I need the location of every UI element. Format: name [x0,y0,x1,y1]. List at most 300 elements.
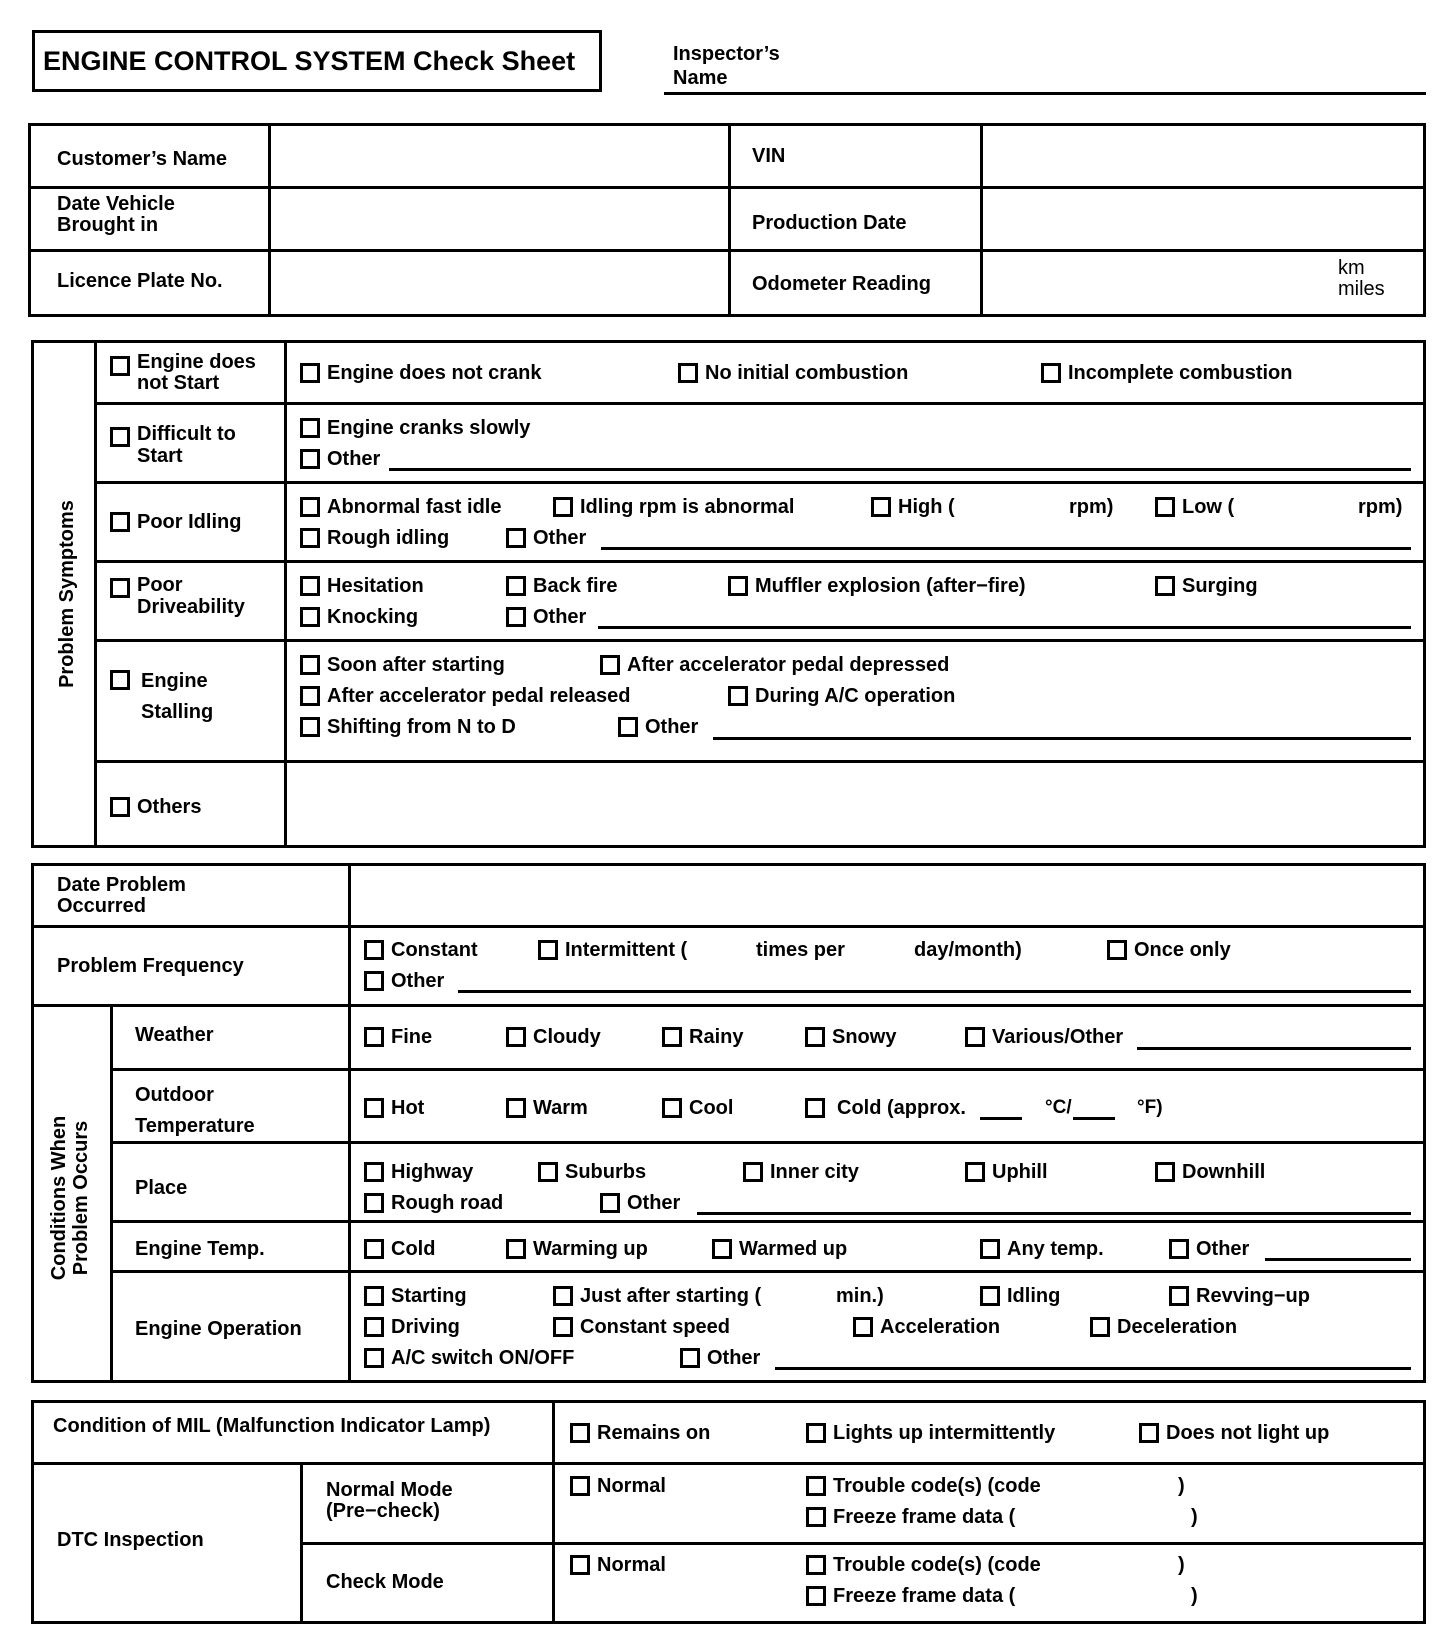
checkbox-normal-mode-trouble-codes[interactable] [806,1474,1041,1498]
production-date-field[interactable] [984,190,1422,248]
checkbox-icon[interactable] [506,576,526,596]
option-label: Constant [391,939,478,961]
checkbox-once-only[interactable] [1107,938,1231,962]
option-label: Lights up intermittently [833,1422,1056,1444]
date-problem-occurred-field[interactable] [352,867,1422,924]
checkbox-normal-mode-freeze-frame[interactable] [806,1505,1015,1529]
checkbox-intermittent[interactable] [538,938,687,962]
temperature-fahrenheit-field[interactable] [1073,1117,1115,1120]
checkbox-high-rpm[interactable] [871,495,955,519]
label-line: Occurred [57,895,146,917]
engine-temp-other-field[interactable] [1265,1258,1411,1261]
low-rpm-suffix: rpm) [1358,496,1403,518]
checkbox-icon[interactable] [1139,1423,1159,1443]
checkbox-icon[interactable] [300,717,320,737]
checkbox-icon[interactable] [300,528,320,548]
checkbox-icon[interactable] [806,1423,826,1443]
option-label: Cloudy [533,1026,601,1048]
checkbox-icon[interactable] [965,1027,985,1047]
option-label: Any temp. [1007,1238,1104,1260]
inspector-name-field[interactable] [800,40,1426,90]
option-label: Other [533,527,587,549]
checkbox-engine-cold[interactable] [364,1237,435,1261]
checkbox-difficult-to-start[interactable] [110,423,236,467]
label-line: Problem Occurs [70,1120,92,1276]
checkbox-icon[interactable] [806,1586,826,1606]
checkbox-frequency-other[interactable] [364,969,444,993]
option-label: Deceleration [1117,1316,1238,1338]
label-line: Poor [137,574,183,596]
divider [284,340,287,848]
checkbox-icon[interactable] [364,1162,384,1182]
checkbox-warming-up[interactable] [506,1237,648,1261]
checkbox-icon[interactable] [805,1098,825,1118]
checkbox-icon[interactable] [600,655,620,675]
checkbox-just-after-starting[interactable] [553,1284,761,1308]
divider [552,1400,555,1624]
checkbox-icon[interactable] [364,971,384,991]
option-label: Once only [1134,939,1231,961]
divider [268,123,271,317]
checkbox-check-mode-normal[interactable] [570,1553,666,1577]
option-label: Low ( [1182,496,1235,518]
checkbox-engine-does-not-crank[interactable] [300,361,541,385]
label-line: Normal Mode [326,1479,453,1501]
option-label: Various/Other [992,1026,1124,1048]
label-line: Engine does [137,351,256,373]
checkbox-cold-approx[interactable] [805,1096,966,1120]
checkbox-highway[interactable] [364,1160,473,1184]
option-label: Suburbs [565,1161,647,1183]
checkbox-various-other[interactable] [965,1025,1123,1049]
checkbox-mil-does-not-light-up[interactable] [1139,1421,1329,1445]
weather-label: Weather [135,1024,214,1046]
inspector-name-underline [664,92,1426,95]
option-label: After accelerator pedal released [327,685,631,707]
checkbox-icon[interactable] [506,1027,526,1047]
divider [300,1542,1426,1545]
checkbox-icon[interactable] [364,940,384,960]
checkbox-no-initial-combustion[interactable] [678,361,908,385]
option-label: Poor Idling [137,511,242,533]
checkbox-downhill[interactable] [1155,1160,1265,1184]
checkbox-after-pedal-depressed[interactable] [600,653,949,677]
option-label: High ( [898,496,955,518]
checkbox-icon[interactable] [110,797,130,817]
checkbox-icon[interactable] [538,940,558,960]
checkbox-starting[interactable] [364,1284,467,1308]
vin-label: VIN [752,145,786,167]
checkbox-icon[interactable] [110,670,130,690]
checkbox-icon[interactable] [364,1286,384,1306]
option-label: Warmed up [739,1238,848,1260]
checkbox-low-rpm[interactable] [1155,495,1234,519]
divider [980,123,983,317]
checkbox-icon[interactable] [1155,1162,1175,1182]
option-label: Shifting from N to D [327,716,516,738]
option-label: Other [707,1347,761,1369]
option-label: Rainy [689,1026,744,1048]
vin-field[interactable] [984,127,1422,185]
checkbox-icon[interactable] [506,607,526,627]
checkbox-operation-other[interactable] [680,1346,760,1370]
option-label: Incomplete combustion [1068,362,1293,384]
close-paren: ) [1178,1554,1185,1576]
checkbox-warmed-up[interactable] [712,1237,847,1261]
checkbox-icon[interactable] [364,1193,384,1213]
checkbox-mil-remains-on[interactable] [570,1421,710,1445]
checkbox-icon[interactable] [1169,1286,1189,1306]
option-label: Soon after starting [327,654,505,676]
checkbox-icon[interactable] [506,528,526,548]
operation-other-field[interactable] [775,1367,1411,1370]
checkbox-during-ac-operation[interactable] [728,684,955,708]
unit-km: km [1338,257,1365,279]
label-line: Temperature [135,1115,255,1137]
divider [94,340,97,848]
inspector-name-label [673,42,780,90]
option-label: A/C switch ON/OFF [391,1347,575,1369]
checkbox-icon[interactable] [506,1098,526,1118]
min-suffix: min.) [836,1285,884,1307]
checkbox-engine-does-not-start[interactable] [110,352,256,394]
checkbox-poor-driveability[interactable] [110,574,245,618]
licence-plate-field[interactable] [272,253,727,313]
option-label: Other [1196,1238,1250,1260]
checkbox-incomplete-combustion[interactable] [1041,361,1292,385]
checkbox-place-other[interactable] [600,1191,680,1215]
option-label: During A/C operation [755,685,956,707]
label-line: Date Problem [57,874,186,896]
option-label: Normal [597,1475,666,1497]
option-label: Idling rpm is abnormal [580,496,795,518]
checkbox-constant-speed[interactable] [553,1315,730,1339]
checkbox-ac-switch[interactable] [364,1346,574,1370]
mil-condition-label: Condition of MIL (Malfunction Indicator Lamp) [53,1415,491,1437]
option-label: Remains on [597,1422,711,1444]
checkbox-acceleration[interactable] [853,1315,1000,1339]
day-month-label: day/month) [914,939,1022,961]
checkbox-icon[interactable] [553,1317,573,1337]
checkbox-others[interactable] [110,795,201,819]
divider [94,639,1426,642]
divider [31,1004,1426,1007]
checkbox-icon[interactable] [364,1098,384,1118]
option-label: Freeze frame data ( [833,1506,1016,1528]
checkbox-engine-cranks-slowly[interactable] [300,416,530,440]
option-label: Normal [597,1554,666,1576]
odometer-reading-label: Odometer Reading [752,273,931,295]
checkbox-icon[interactable] [110,512,130,532]
checkbox-engine-stalling[interactable] [110,666,213,728]
option-label: Trouble code(s) (code [833,1554,1041,1576]
option-label: Driving [391,1316,460,1338]
checkbox-mil-lights-up-intermittently[interactable] [806,1421,1055,1445]
checkbox-icon[interactable] [570,1555,590,1575]
place-other-field[interactable] [697,1212,1411,1215]
checkbox-icon[interactable] [728,686,748,706]
times-per-label: times per [756,939,845,961]
option-label: Starting [391,1285,467,1307]
poor-idling-other-field[interactable] [601,547,1411,550]
divider [28,249,1426,252]
close-paren: ) [1191,1506,1198,1528]
checkbox-icon[interactable] [662,1027,682,1047]
option-label: Highway [391,1161,474,1183]
checkbox-revving-up[interactable] [1169,1284,1310,1308]
checkbox-rainy[interactable] [662,1025,743,1049]
checkbox-normal-mode-normal[interactable] [570,1474,666,1498]
checkbox-icon[interactable] [300,497,320,517]
option-label: Cool [689,1097,734,1119]
checkbox-uphill[interactable] [965,1160,1048,1184]
checkbox-icon[interactable] [805,1027,825,1047]
label-line: (Pre−check) [326,1500,440,1522]
checkbox-surging[interactable] [1155,574,1258,598]
customer-name-label: Customer’s Name [57,148,228,170]
checkbox-rough-road[interactable] [364,1191,503,1215]
option-label: Other [327,448,381,470]
option-label: Snowy [832,1026,897,1048]
divider [348,863,351,1383]
option-label [137,574,245,618]
divider [31,925,1426,928]
close-paren: ) [1178,1475,1185,1497]
option-label [137,352,256,394]
divider [31,1462,1426,1465]
inspector-label-line-2: Name [673,67,728,89]
label-line: Outdoor [135,1084,214,1106]
checkbox-poor-idling[interactable] [110,510,241,534]
checkbox-inner-city[interactable] [743,1160,859,1184]
checkbox-icon[interactable] [600,1193,620,1213]
place-label: Place [135,1177,188,1199]
option-label: Just after starting ( [580,1285,762,1307]
label-line: Engine [141,670,208,692]
option-label: Abnormal fast idle [327,496,502,518]
date-problem-occurred-label [57,875,186,917]
checkbox-icon[interactable] [300,607,320,627]
divider [94,402,1426,405]
divider [94,760,1426,763]
checkbox-icon[interactable] [678,363,698,383]
checkbox-icon[interactable] [806,1476,826,1496]
checkbox-icon[interactable] [743,1162,763,1182]
checkbox-icon[interactable] [300,576,320,596]
problem-symptoms-section-label: Problem Symptoms [56,500,78,688]
checkbox-icon[interactable] [570,1423,590,1443]
temperature-celsius-field[interactable] [980,1117,1022,1120]
option-label [141,666,213,728]
checkbox-rough-idling[interactable] [300,526,449,550]
option-label: Trouble code(s) (code [833,1475,1041,1497]
checkbox-icon[interactable] [570,1476,590,1496]
checkbox-icon[interactable] [662,1098,682,1118]
checkbox-icon[interactable] [553,1286,573,1306]
option-label: Muffler explosion (after−fire) [755,575,1026,597]
checkbox-icon[interactable] [1090,1317,1110,1337]
option-label: Fine [391,1026,433,1048]
checkbox-icon[interactable] [300,655,320,675]
checkbox-suburbs[interactable] [538,1160,646,1184]
checkbox-icon[interactable] [300,449,320,469]
checkbox-driveability-other[interactable] [506,605,586,629]
checkbox-back-fire[interactable] [506,574,618,598]
customer-name-field[interactable] [272,127,727,185]
checkbox-difficult-start-other[interactable] [300,447,380,471]
outdoor-temperature-label [135,1080,255,1142]
checkbox-icon[interactable] [1155,497,1175,517]
checkbox-icon[interactable] [806,1507,826,1527]
frequency-other-field[interactable] [458,990,1411,993]
checkbox-icon[interactable] [965,1162,985,1182]
driveability-other-field[interactable] [598,626,1411,629]
option-label: Other [627,1192,681,1214]
checkbox-icon[interactable] [110,578,130,598]
label-line: Conditions When [48,1115,70,1281]
divider [28,186,1426,189]
option-label: Others [137,796,202,818]
checkbox-deceleration[interactable] [1090,1315,1237,1339]
checkbox-abnormal-fast-idle[interactable] [300,495,501,519]
checkbox-muffler-explosion[interactable] [728,574,1026,598]
date-vehicle-brought-in-field[interactable] [272,190,727,248]
checkbox-icon[interactable] [871,497,891,517]
checkbox-icon[interactable] [538,1162,558,1182]
close-paren: ) [1191,1585,1198,1607]
high-rpm-suffix: rpm) [1069,496,1114,518]
option-label: Hesitation [327,575,424,597]
checkbox-icon[interactable] [1155,576,1175,596]
option-label: After accelerator pedal depressed [627,654,950,676]
checkbox-stalling-other[interactable] [618,715,698,739]
checkbox-icon[interactable] [364,1348,384,1368]
option-label: Warming up [533,1238,648,1260]
divider [94,560,1426,563]
checkbox-icon[interactable] [110,356,130,376]
option-label: Freeze frame data ( [833,1585,1016,1607]
checkbox-warm[interactable] [506,1096,588,1120]
checkbox-hesitation[interactable] [300,574,424,598]
checkbox-check-mode-freeze-frame[interactable] [806,1584,1015,1608]
weather-other-field[interactable] [1137,1047,1411,1050]
checkbox-icon[interactable] [110,427,130,447]
normal-mode-label [326,1480,453,1522]
check-mode-label: Check Mode [326,1571,444,1593]
checkbox-shifting-n-to-d[interactable] [300,715,516,739]
checkbox-icon[interactable] [300,418,320,438]
checkbox-any-temp[interactable] [980,1237,1104,1261]
option-label: Does not light up [1166,1422,1330,1444]
checkbox-idling-rpm-abnormal[interactable] [553,495,794,519]
option-label: Idling [1007,1285,1061,1307]
others-description-field[interactable] [288,764,1422,844]
checkbox-cloudy[interactable] [506,1025,601,1049]
divider [110,1068,1426,1071]
checkbox-icon[interactable] [728,576,748,596]
checkbox-soon-after-starting[interactable] [300,653,505,677]
option-label: Revving−up [1196,1285,1310,1307]
checkbox-cool[interactable] [662,1096,733,1120]
checkbox-check-mode-trouble-codes[interactable] [806,1553,1041,1577]
checkbox-idling[interactable] [980,1284,1060,1308]
checkbox-poor-idling-other[interactable] [506,526,586,550]
option-label: Acceleration [880,1316,1001,1338]
checkbox-snowy[interactable] [805,1025,896,1049]
checkbox-icon[interactable] [680,1348,700,1368]
celsius-unit: °C/ [1045,1097,1072,1118]
checkbox-knocking[interactable] [300,605,418,629]
checkbox-icon[interactable] [364,1239,384,1259]
fahrenheit-unit: °F) [1137,1097,1163,1118]
checkbox-icon[interactable] [300,363,320,383]
option-label: Other [391,970,445,992]
checkbox-icon[interactable] [364,1027,384,1047]
option-label: Uphill [992,1161,1048,1183]
checkbox-icon[interactable] [712,1239,732,1259]
option-label: Intermittent ( [565,939,688,961]
option-label: Constant speed [580,1316,731,1338]
problem-frequency-label: Problem Frequency [57,955,244,977]
checkbox-after-pedal-released[interactable] [300,684,631,708]
checkbox-hot[interactable] [364,1096,424,1120]
checkbox-icon[interactable] [853,1317,873,1337]
checkbox-icon[interactable] [980,1286,1000,1306]
label-line: Date Vehicle [57,193,175,215]
label-line: Driveability [137,596,245,618]
checkbox-constant[interactable] [364,938,478,962]
stalling-other-field[interactable] [713,737,1411,740]
option-label: Knocking [327,606,419,628]
page-title: ENGINE CONTROL SYSTEM Check Sheet [32,30,602,92]
label-line: Start [137,445,183,467]
checkbox-icon[interactable] [1041,363,1061,383]
odometer-unit [1338,258,1385,300]
option-label: Cold (approx. [837,1097,966,1119]
checkbox-icon[interactable] [618,717,638,737]
divider [110,1141,1426,1144]
checkbox-icon[interactable] [806,1555,826,1575]
option-label: Downhill [1182,1161,1266,1183]
checkbox-icon[interactable] [506,1239,526,1259]
option-label: No initial combustion [705,362,909,384]
checkbox-fine[interactable] [364,1025,432,1049]
licence-plate-label: Licence Plate No. [57,270,223,292]
label-line: Stalling [141,701,214,723]
option-label: Back fire [533,575,618,597]
label-line: Brought in [57,214,159,236]
date-vehicle-brought-in-label [57,194,175,236]
option-label: Inner city [770,1161,859,1183]
checkbox-icon[interactable] [300,686,320,706]
checkbox-driving[interactable] [364,1315,460,1339]
option-label [137,423,236,467]
difficult-start-other-field[interactable] [389,468,1411,471]
checkbox-icon[interactable] [1107,940,1127,960]
option-label: Warm [533,1097,588,1119]
checkbox-icon[interactable] [364,1317,384,1337]
checkbox-icon[interactable] [980,1239,1000,1259]
odometer-reading-field[interactable] [984,253,1334,313]
checkbox-icon[interactable] [1169,1239,1189,1259]
option-label: Other [645,716,699,738]
dtc-inspection-label: DTC Inspection [57,1529,204,1551]
divider [728,123,731,317]
checkbox-icon[interactable] [553,497,573,517]
option-label: Engine does not crank [327,362,542,384]
label-line: not Start [137,372,220,394]
checkbox-engine-temp-other[interactable] [1169,1237,1249,1261]
